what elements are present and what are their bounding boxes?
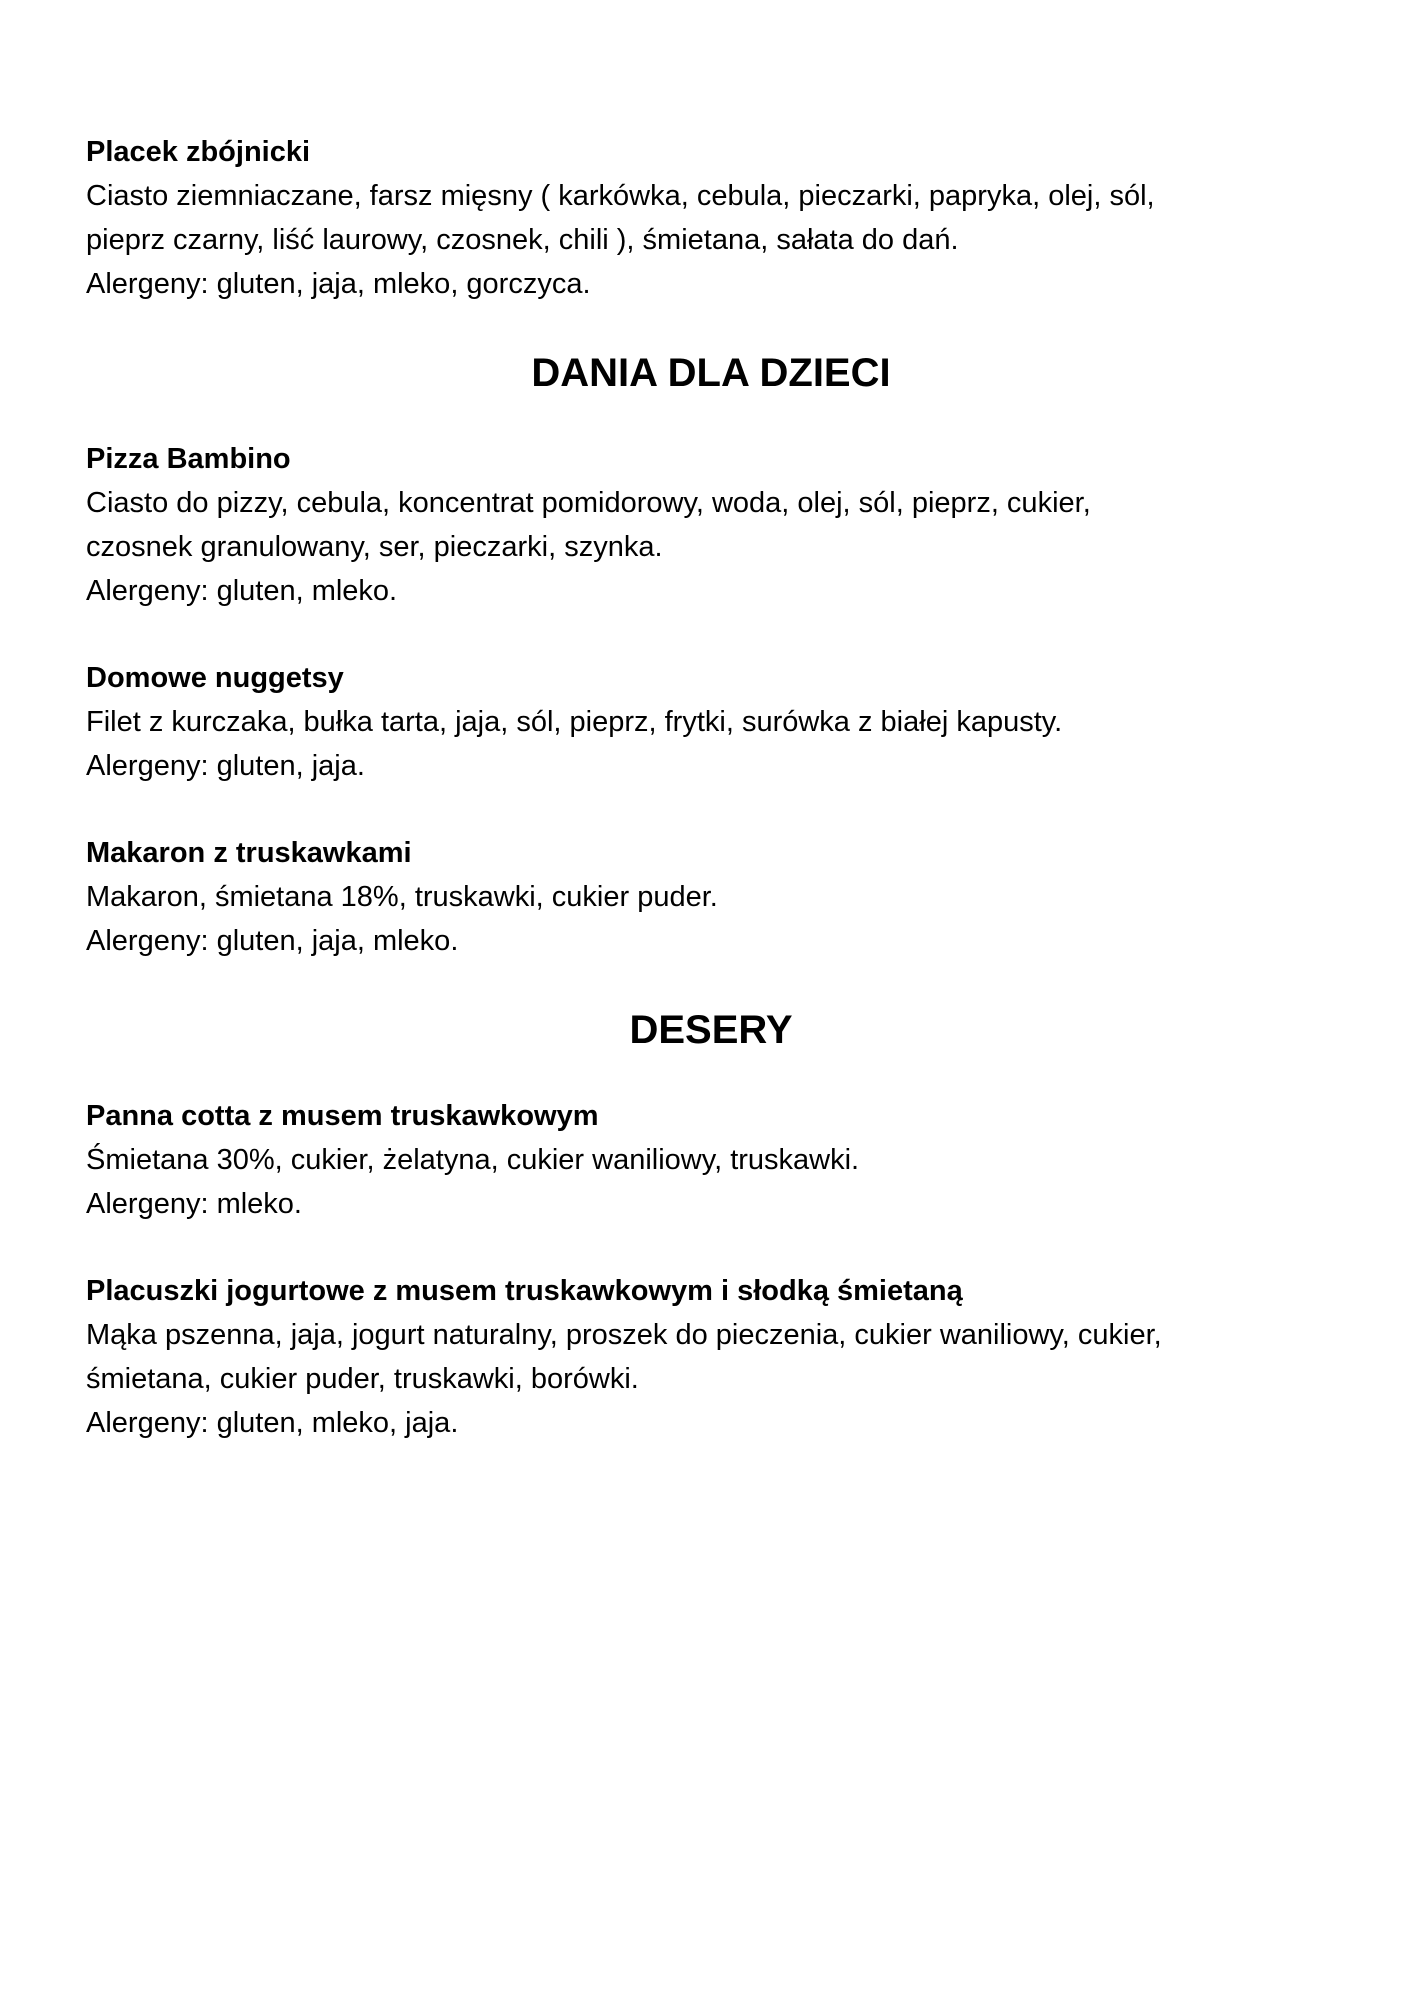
dish-makaron-z-truskawkami: [86, 831, 1336, 963]
dish-ingredients: Mąka pszenna, jaja, jogurt naturalny, proszek do pieczenia, cukier waniliowy, cukier,: [86, 1319, 1162, 1351]
dish-ingredients: Śmietana 30%, cukier, żelatyna, cukier waniliowy, truskawki.: [86, 1144, 860, 1176]
dish-ingredients: Makaron, śmietana 18%, truskawki, cukier puder.: [86, 881, 718, 913]
dish-pizza-bambino: [86, 437, 1336, 613]
dish-domowe-nuggetsy: [86, 656, 1336, 788]
dish-allergens: Alergeny: gluten, jaja, mleko, gorczyca.: [86, 268, 591, 300]
dish-allergens: Alergeny: gluten, mleko.: [86, 575, 398, 607]
dish-panna-cotta: [86, 1094, 1336, 1226]
dish-allergens: Alergeny: gluten, jaja.: [86, 750, 365, 782]
dish-name: Pizza Bambino: [86, 443, 291, 475]
dish-name: Domowe nuggetsy: [86, 662, 344, 694]
dish-allergens: Alergeny: mleko.: [86, 1188, 302, 1220]
section-title-dania-dla-dzieci: DANIA DLA DZIECI: [531, 351, 891, 395]
dish-ingredients: czosnek granulowany, ser, pieczarki, szynka.: [86, 531, 663, 563]
dish-allergens: Alergeny: gluten, jaja, mleko.: [86, 925, 459, 957]
dish-ingredients: pieprz czarny, liść laurowy, czosnek, chili ), śmietana, sałata do dań.: [86, 224, 959, 256]
section-title-desery: DESERY: [629, 1008, 793, 1052]
dish-placuszki-jogurtowe: [86, 1269, 1336, 1445]
dish-allergens: Alergeny: gluten, mleko, jaja.: [86, 1407, 459, 1439]
dish-ingredients: Ciasto do pizzy, cebula, koncentrat pomidorowy, woda, olej, sól, pieprz, cukier,: [86, 487, 1091, 519]
menu-content: [86, 130, 1336, 1445]
dish-ingredients: Filet z kurczaka, bułka tarta, jaja, sól, pieprz, frytki, surówka z białej kapusty.: [86, 706, 1063, 738]
dish-placek-zbojnicki: [86, 130, 1336, 306]
dish-ingredients: Ciasto ziemniaczane, farsz mięsny ( karkówka, cebula, pieczarki, papryka, olej, sól,: [86, 180, 1155, 212]
dish-name: Panna cotta z musem truskawkowym: [86, 1100, 599, 1132]
dish-ingredients: śmietana, cukier puder, truskawki, borówki.: [86, 1363, 639, 1395]
dish-name: Makaron z truskawkami: [86, 837, 412, 869]
dish-name: Placuszki jogurtowe z musem truskawkowym i słodką śmietaną: [86, 1275, 963, 1307]
dish-name: Placek zbójnicki: [86, 136, 311, 168]
